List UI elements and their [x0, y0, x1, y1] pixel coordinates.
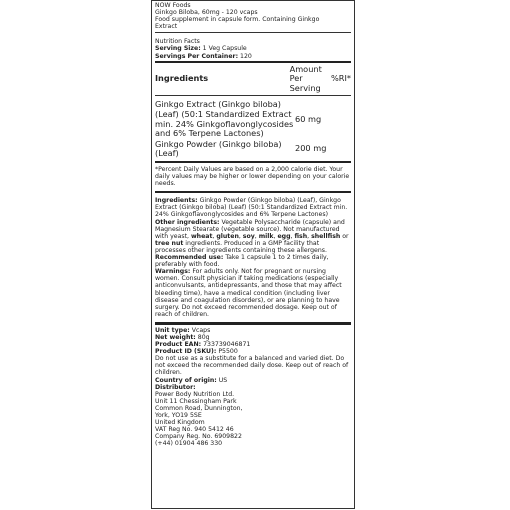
distributor-line: Unit 11 Chessingham Park	[155, 397, 237, 405]
ean-value: 733739046871	[203, 341, 251, 349]
distributor-line: York, YO19 5SE	[155, 412, 202, 419]
daily-value-footnote: *Percent Daily Values are based on a 2,000 calorie diet. Your daily values may be higher or lower depending on your calorie needs.	[155, 166, 350, 188]
warnings-text: For adults only. Not for pregnant or nursing women. Consult physician if taking medications (especially anticonvulsants, antidepressants, and those that may affect bleeding time), have a medical condition (including liver disease and coagulation disorders), or are planning to have surgery. Do not exceed recommended dosage. Keep out of reach of children.	[155, 268, 342, 318]
servings-per-container	[155, 53, 351, 60]
brand-name: NOW Foods	[155, 2, 191, 9]
unit-type-label: Unit type:	[155, 326, 190, 334]
servings-value: 120	[240, 52, 252, 60]
row-name: Ginkgo Extract (Ginkgo biloba) (Leaf) (50:1 Standardized Extract min. 24% Ginkgoflavonglycosides and 6% Terpene Lactones)	[155, 99, 294, 139]
product-id-label: Product ID (SKU):	[155, 348, 217, 356]
net-weight-value: 80g	[197, 333, 210, 341]
divider-thick	[155, 161, 351, 163]
other-ingredients-section	[155, 219, 351, 254]
distributor-line: Common Road, Dunnington,	[155, 404, 243, 412]
col-ri-header: %RI*	[331, 73, 351, 84]
ingredients-section	[155, 197, 351, 218]
product-id-value: P5500	[218, 348, 238, 356]
table-header-row	[155, 65, 351, 94]
supplement-label	[151, 0, 355, 509]
product-details	[155, 327, 351, 448]
separator: ,	[273, 232, 276, 240]
divider-thick	[155, 61, 351, 63]
ingredients-text: Ginkgo Powder (Ginkgo biloba) (Leaf), Ginkgo Extract (Ginkgo biloba) (Leaf) (50:1 Standardized Extract min. 24% Ginkgoflavonglycosides and 6% Terpene Lactones)	[155, 197, 348, 219]
origin-label: Country of origin:	[155, 376, 217, 384]
table-row	[155, 139, 351, 159]
distributor-line: Power Body Nutrition Ltd.	[155, 390, 235, 398]
other-ingredients-text-1: Vegetable Polysaccharide (capsule) and Magnesium Stearate (vegetable source). Not manufactured with yeast,	[155, 218, 345, 240]
separator: ,	[290, 232, 293, 240]
ingredients-table	[155, 65, 351, 94]
origin-value: US	[218, 376, 228, 384]
product-description: Food supplement in capsule form. Containing Ginkgo Extract	[155, 16, 320, 31]
separator: ,	[212, 232, 215, 240]
distributor-line: Company Reg. No. 6909822	[155, 433, 242, 441]
recommended-use-label: Recommended use:	[155, 254, 224, 262]
allergen-gluten: gluten	[216, 232, 239, 240]
product-id	[155, 348, 351, 355]
row-amount: 60 mg	[295, 113, 322, 124]
unit-type-value: Vcaps	[191, 326, 211, 334]
warnings-section	[155, 268, 351, 318]
col-amount-header: Amount Per Serving	[289, 63, 322, 93]
row-name: Ginkgo Powder (Ginkgo biloba) (Leaf)	[155, 138, 282, 159]
other-ingredients-label: Other ingredients:	[155, 218, 220, 226]
separator: ,	[254, 232, 257, 240]
unit-type	[155, 327, 351, 334]
disclaimer-text: Do not use as a substitute for a balanced and varied diet. Do not exceed the recommended daily dose. Keep out of reach of children.	[155, 355, 349, 377]
distributor-line: (+44) 01904 486 330	[155, 440, 223, 448]
distributor-label: Distributor:	[155, 383, 196, 391]
allergen-soy: soy	[242, 232, 255, 240]
col-ingredients-header: Ingredients	[155, 73, 209, 84]
allergen-fish: fish	[294, 232, 308, 240]
allergen-shellfish: shellfish	[311, 232, 341, 240]
warnings-label: Warnings:	[155, 268, 191, 276]
nutrition-facts	[155, 38, 351, 59]
servings-label: Servings Per Container:	[155, 52, 239, 60]
serving-size-value: 1 Veg Capsule	[202, 45, 247, 53]
separator: or	[342, 232, 349, 240]
ingredients-rows	[155, 100, 351, 159]
table-row	[155, 100, 351, 138]
divider	[155, 32, 351, 33]
net-weight-label: Net weight:	[155, 333, 196, 341]
divider-thick	[155, 322, 351, 325]
facts-title: Nutrition Facts	[155, 38, 200, 46]
divider-thick	[155, 191, 351, 193]
row-amount: 200 mg	[295, 143, 327, 154]
separator: ,	[307, 232, 310, 240]
row-ri	[337, 139, 351, 159]
recommended-use-text: Take 1 capsule 1 to 2 times daily, preferably with food.	[155, 254, 329, 269]
distributor-line: VAT Reg No. 940 5412 46	[155, 426, 234, 434]
serving-size-label: Serving Size:	[155, 45, 201, 53]
recommended-use-section	[155, 254, 351, 268]
row-ri	[337, 100, 351, 138]
net-weight	[155, 334, 351, 341]
country-of-origin	[155, 377, 351, 384]
allergen-egg: egg	[277, 232, 291, 240]
allergen-wheat: wheat	[190, 232, 213, 240]
product-ean	[155, 341, 351, 348]
serving-size	[155, 45, 351, 52]
ean-label: Product EAN:	[155, 341, 202, 349]
product-name: Ginkgo Biloba, 60mg - 120 vcaps	[155, 9, 258, 17]
ingredients-label: Ingredients:	[155, 197, 198, 205]
allergen-tree-nut: tree nut	[155, 239, 184, 247]
separator: ,	[238, 232, 241, 240]
divider	[155, 95, 351, 96]
allergen-milk: milk	[258, 232, 274, 240]
distributor-line: United Kingdom	[155, 419, 205, 427]
other-ingredients-text-2: ingredients. Produced in a GMP facility that processes other ingredients containing these allergens.	[155, 239, 327, 254]
